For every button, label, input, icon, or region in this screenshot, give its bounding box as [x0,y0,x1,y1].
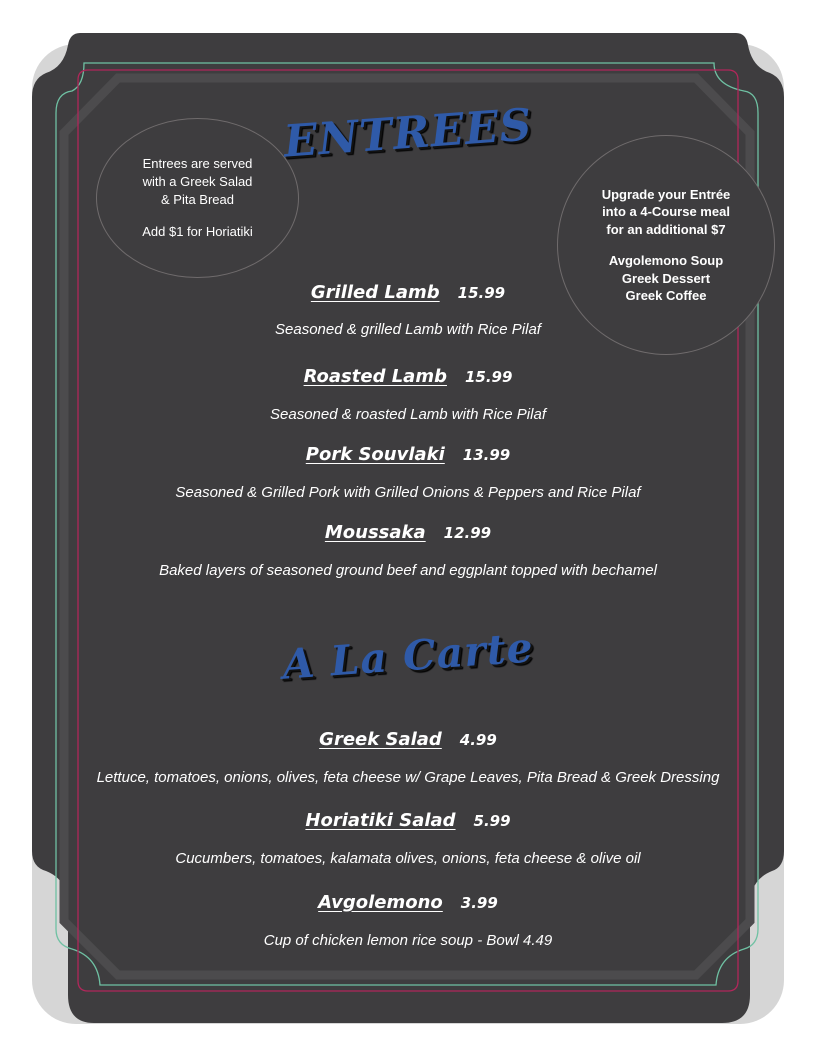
item-price: 15.99 [457,284,506,302]
a-la-carte-heading: A La Carte [280,623,536,689]
item-price: 12.99 [443,524,492,542]
item-description: Seasoned & roasted Lamb with Rice Pilaf [270,406,546,423]
item-price: 3.99 [460,894,498,912]
item-price: 5.99 [473,812,511,830]
menu-item-title [0,810,816,831]
item-description: Cup of chicken lemon rice soup - Bowl 4.49 [263,932,553,949]
note-line: for an additional $7 [606,221,726,237]
entrees-heading: ENTREES [282,99,534,168]
item-name: Avgolemono [318,892,443,913]
note-line: Avgolemono Soup [608,253,724,268]
note-line: Greek Coffee [625,288,707,303]
note-line: Greek Dessert [621,270,711,286]
item-description: Lettuce, tomatoes, onions, olives, feta cheese w/ Grape Leaves, Pita Bread & Greek Dressing [96,769,720,786]
item-name: Roasted Lamb [303,366,447,387]
item-name: Moussaka [324,522,426,543]
item-description: Seasoned & grilled Lamb with Rice Pilaf [275,321,541,338]
note-line: into a 4-Course meal [602,204,730,219]
item-price: 15.99 [464,368,513,386]
menu-item-title [0,729,816,750]
note-line: Upgrade your Entrée [601,186,731,202]
item-description: Cucumbers, tomatoes, kalamata olives, onions, feta cheese & olive oil [175,850,641,867]
note-line: Add $1 for Horiatiki [142,224,253,239]
item-description: Seasoned & Grilled Pork with Grilled Onions & Peppers and Rice Pilaf [175,484,641,501]
item-name: Pork Souvlaki [305,444,445,465]
item-name: Grilled Lamb [310,282,440,303]
item-name: Greek Salad [319,729,442,750]
menu-item-title [0,892,816,913]
item-price: 4.99 [459,731,497,749]
menu-item-title [0,522,816,543]
note-line: & Pita Bread [161,192,234,207]
menu-item-title [0,366,816,387]
item-description: Baked layers of seasoned ground beef and eggplant topped with bechamel [159,562,657,579]
menu-item-title [0,444,816,465]
item-name: Horiatiki Salad [305,810,456,831]
note-line: with a Greek Salad [142,174,253,189]
menu-item-title [0,282,816,303]
item-price: 13.99 [462,446,511,464]
note-line: Entrees are served [142,156,253,171]
